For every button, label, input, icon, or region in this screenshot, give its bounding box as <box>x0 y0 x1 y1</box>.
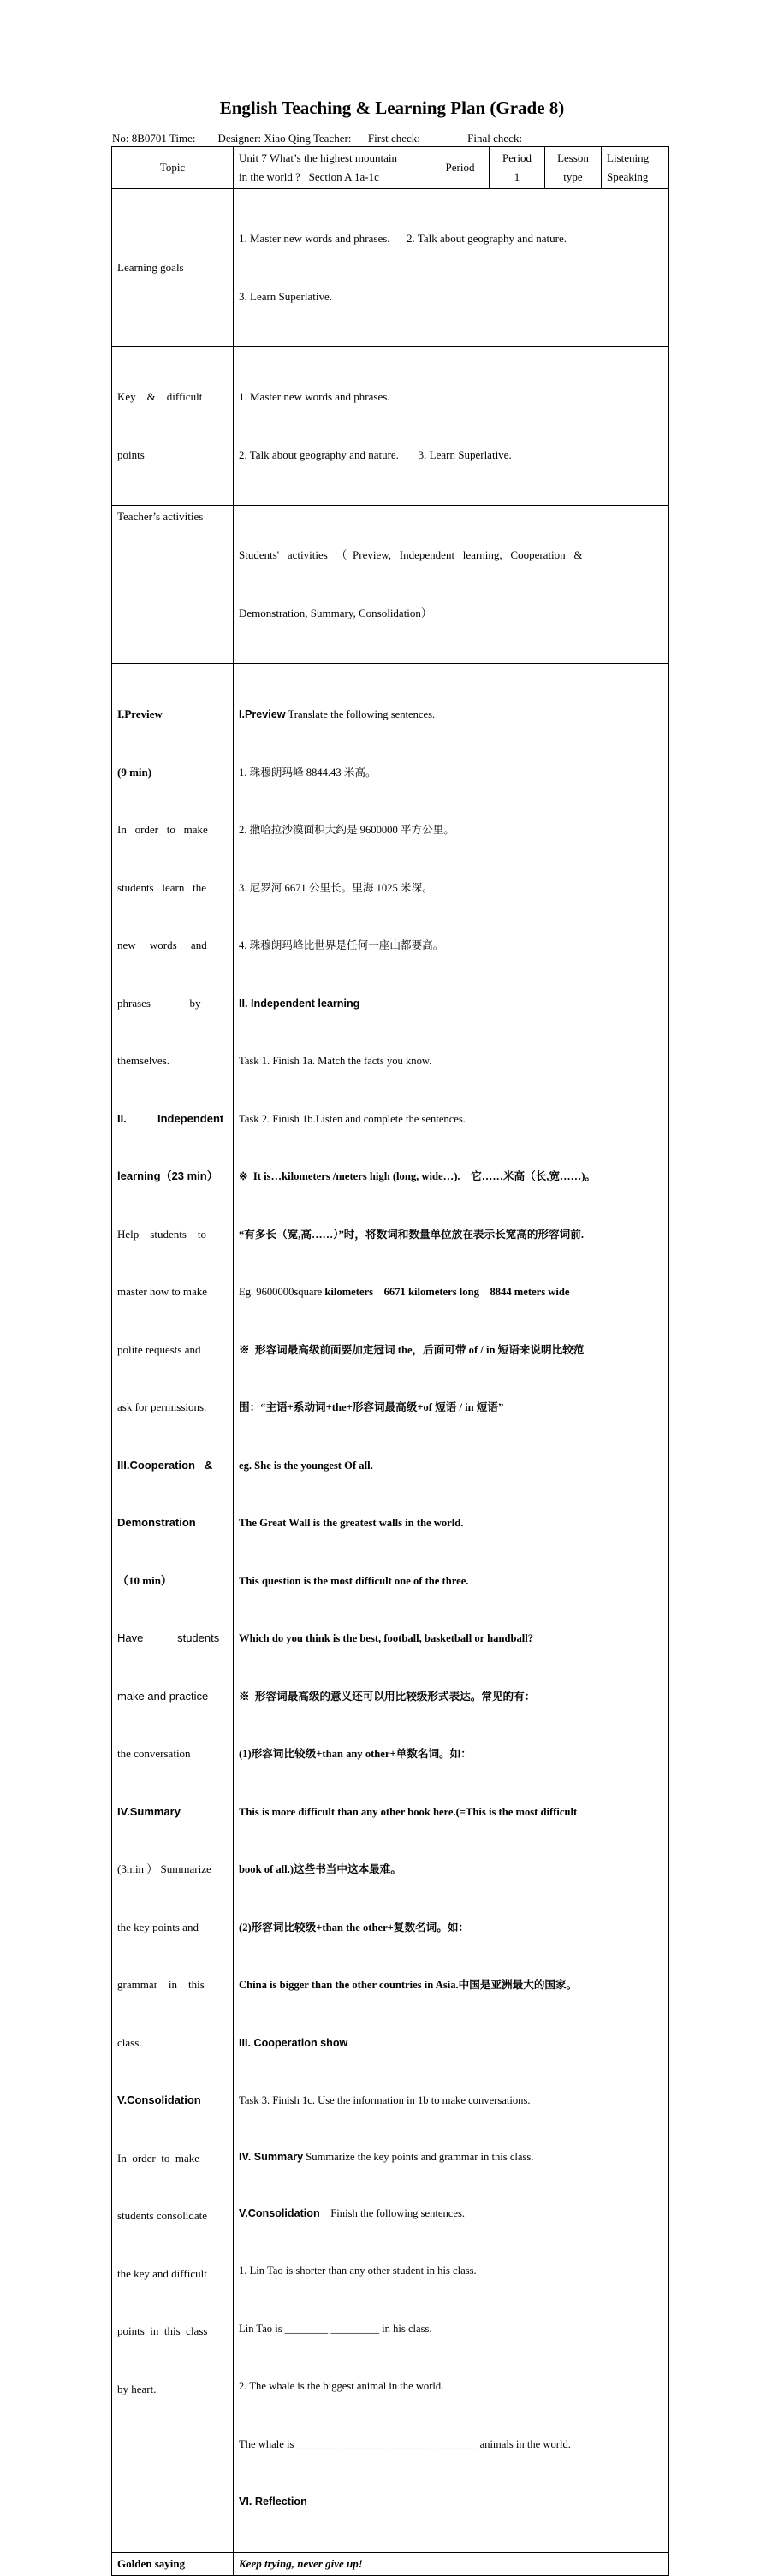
key-points-row <box>112 347 669 506</box>
lesson-plan-table <box>111 146 669 2576</box>
students-activities-label: Students' activities （ Preview, Independent learning, Cooperation & Demonstration, Summary, Consolidation） <box>234 506 669 664</box>
activities-header-row <box>112 506 669 664</box>
lesson-type-value: Listening Speaking <box>602 147 669 189</box>
period-value: Period 1 <box>490 147 545 189</box>
students-procedure: I.Preview Translate the following sentences. 1. 珠穆朗玛峰 8844.43 米高。 2. 撒哈拉沙漠面积大约是 9600000 平方公里。 3. 尼罗河 6671 公里长。里海 1025 米深。 4. 珠穆朗玛峰比世界是任何一座山都要高。 II. Independent learning Task 1. Finish 1a. Match the facts you know. Task 2. Finish 1b.Listen and complete the sentences. ※ It is…kilometers /meters high (long, wide…). 它……米高（长,宽……)。 “有多长（宽,高……）”时，将数词和数量单位放在表示长宽高的形容词前. Eg. 9600000square kilometers 6671 kilometers long 8844 meters wide ※ 形容词最高级前面要加定冠词 the，后面可带 of / in 短语来说明比较范 围：“主语+系动词+the+形容词最高级+of 短语 / in 短语” eg. She is the youngest Of all. The Great Wall is the greatest walls in the world. This question is the most difficult one of the three. Which do you think is the best, football, basketball or handball? ※ 形容词最高级的意义还可以用比较级形式表达。常见的有： (1)形容词比较级+than any other+单数名词。如： This is more difficult than any other book here.(=This is the most difficult book of all.)这些书当中这本最难。 (2)形容词比较级+than the other+复数名词。如： China is bigger than the other countries in Asia.中国是亚洲最大的国家。 III. Cooperation show Task 3. Finish 1c. Use the information in 1b to make conversations. IV. Summary Summarize the key points and grammar in this class. V.Consolidation Finish the following sentences. 1. Lin Tao is shorter than any other student in his class. Lin Tao is ________ _________ in his class. 2. The whale is the biggest animal in the world. The whale is ________ ________ ________ ________ animals in the world. VI. Reflection <box>234 664 669 2553</box>
period-label: Period <box>431 147 490 189</box>
key-points-label: Key & difficult points <box>112 347 234 506</box>
golden-saying-value: Keep trying, never give up! <box>234 2552 669 2576</box>
topic-row <box>112 147 669 189</box>
teacher-procedure: I.Preview (9 min) In order to make students learn the new words and phrases by themselves. II. Independent learning（23 min） Help students to master how to make polite requests and ask for permissions. III.Cooperation & Demonstration （10 min） Have students make and practice the conversation IV.Summary (3min ） Summarize the key points and grammar in this class. V.Consolidation In order to make students consolidate the key and difficult points in this class by heart. <box>112 664 234 2553</box>
learning-goals-content: 1. Master new words and phrases. 2. Talk about geography and nature. 3. Learn Superlative. <box>234 189 669 347</box>
key-points-content: 1. Master new words and phrases. 2. Talk about geography and nature. 3. Learn Superlative. <box>234 347 669 506</box>
page-title: English Teaching & Learning Plan (Grade 8) <box>219 98 565 118</box>
learning-goals-label: Learning goals <box>112 189 234 347</box>
topic-value: Unit 7 What’s the highest mountain in the world ? Section A 1a-1c <box>234 147 431 189</box>
learning-goals-row <box>112 189 669 347</box>
golden-saying-row <box>112 2552 669 2576</box>
lesson-type-label: Lesson type <box>545 147 602 189</box>
teacher-activities-label: Teacher’s activities <box>112 506 234 664</box>
golden-saying-label: Golden saying <box>112 2552 234 2576</box>
plan-meta-line: No: 8B0701 Time: Designer: Xiao Qing Teacher: First check: Final check: <box>112 132 523 145</box>
procedure-row <box>112 664 669 2553</box>
topic-label: Topic <box>112 147 234 189</box>
